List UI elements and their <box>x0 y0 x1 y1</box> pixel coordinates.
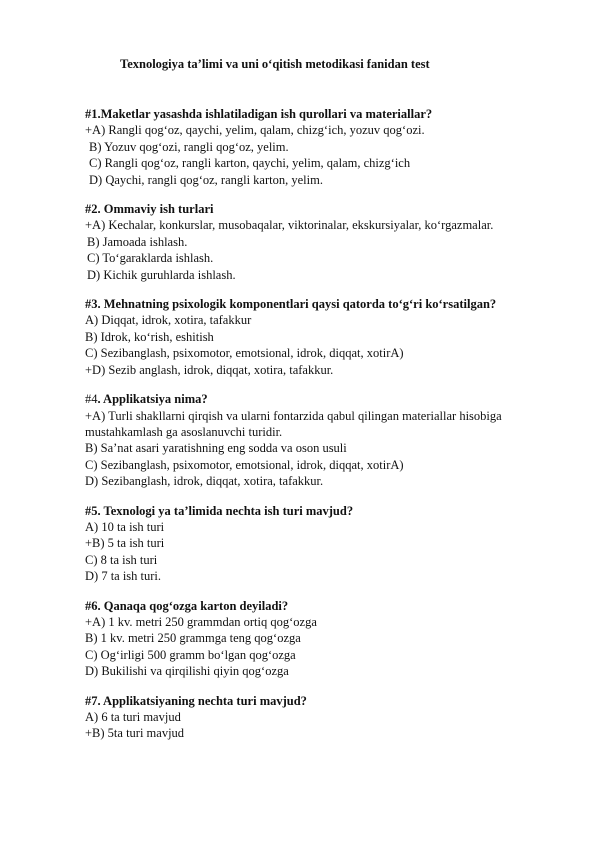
question-2 <box>85 201 565 283</box>
question-text: . Applikatsiya nima? <box>97 392 208 407</box>
question-heading <box>85 391 565 407</box>
answer-option: D) Bukilishi va qirqilishi qiyin qog‘ozga <box>85 664 289 679</box>
question-3 <box>85 296 565 378</box>
answer-option: C) To‘garaklarda ishlash. <box>87 251 214 266</box>
answer-option: +D) Sezib anglash, idrok, diqqat, xotira, tafakkur. <box>85 362 334 377</box>
answer-option: D) Kichik guruhlarda ishlash. <box>87 267 236 282</box>
answer-option: +B) 5ta turi mavjud <box>85 726 185 741</box>
answer-option: C) Rangli qog‘oz, rangli karton, qaychi, yelim, qalam, chizg‘ich <box>89 156 411 171</box>
question-5 <box>85 503 565 585</box>
answer-option: +A) 1 kv. metri 250 grammdan ortiq qog‘ozga <box>85 614 317 629</box>
question-heading: #3. Mehnatning psixologik komponentlari qaysi qatorda to‘g‘ri ko‘rsatilgan? <box>85 297 497 312</box>
answer-option: C) 8 ta ish turi <box>85 552 158 567</box>
answer-option: A) Diqqat, idrok, xotira, tafakkur <box>85 313 252 328</box>
question-heading: #6. Qanaqa qog‘ozga karton deyiladi? <box>85 598 289 613</box>
answer-option: A) 10 ta ish turi <box>85 519 165 534</box>
answer-option: B) Jamoada ishlash. <box>87 234 188 249</box>
question-1 <box>85 106 565 188</box>
answer-option: C) Sezibanglash, psixomotor, emotsional, idrok, diqqat, xotirA) <box>85 457 404 472</box>
question-7 <box>85 693 565 742</box>
answer-option: +A) Turli shakllarni qirqish va ularni fontarzida qabul qilingan materiallar hisobiga mustahkamlash ga asoslanuvchi turidir. <box>85 408 502 439</box>
answer-option: D) Qaychi, rangli qog‘oz, rangli karton, yelim. <box>89 172 323 187</box>
question-heading: #7. Applikatsiyaning nechta turi mavjud? <box>85 693 307 708</box>
answer-option: B) 1 kv. metri 250 grammga teng qog‘ozga <box>85 631 301 646</box>
question-number: #4 <box>85 392 98 407</box>
answer-option: A) 6 ta turi mavjud <box>85 710 181 724</box>
answer-option: B) Sa’nat asari yaratishning eng sodda va oson usuli <box>85 441 347 456</box>
answer-option: D) Sezibanglash, idrok, diqqat, xotira, tafakkur. <box>85 474 324 489</box>
answer-option: C) Sezibanglash, psixomotor, emotsional, idrok, diqqat, xotirA) <box>85 346 404 361</box>
answer-option: B) Yozuv qog‘ozi, rangli qog‘oz, yelim. <box>89 139 289 154</box>
answer-option: C) Og‘irligi 500 gramm bo‘lgan qog‘ozga <box>85 647 296 662</box>
question-heading: #5. Texnologi ya ta’limida nechta ish turi mavjud? <box>85 503 354 518</box>
question-list <box>85 106 565 755</box>
question-4 <box>85 391 565 489</box>
question-heading: #1.Maketlar yasashda ishlatiladigan ish qurollari va materiallar? <box>85 107 433 121</box>
question-6 <box>85 598 565 680</box>
question-heading: #2. Ommaviy ish turlari <box>85 202 214 217</box>
answer-option: +A) Rangli qog‘oz, qaychi, yelim, qalam, chizg‘ich, yozuv qog‘ozi. <box>85 123 425 138</box>
answer-option: D) 7 ta ish turi. <box>85 569 162 584</box>
document-title: Texnologiya ta’limi va uni o‘qitish metodikasi fanidan test <box>120 57 430 71</box>
answer-option: B) Idrok, ko‘rish, eshitish <box>85 329 214 344</box>
answer-option: +B) 5 ta ish turi <box>85 536 165 551</box>
answer-option: +A) Kechalar, konkurslar, musobaqalar, viktorinalar, ekskursiyalar, ko‘rgazmalar. <box>85 218 494 233</box>
